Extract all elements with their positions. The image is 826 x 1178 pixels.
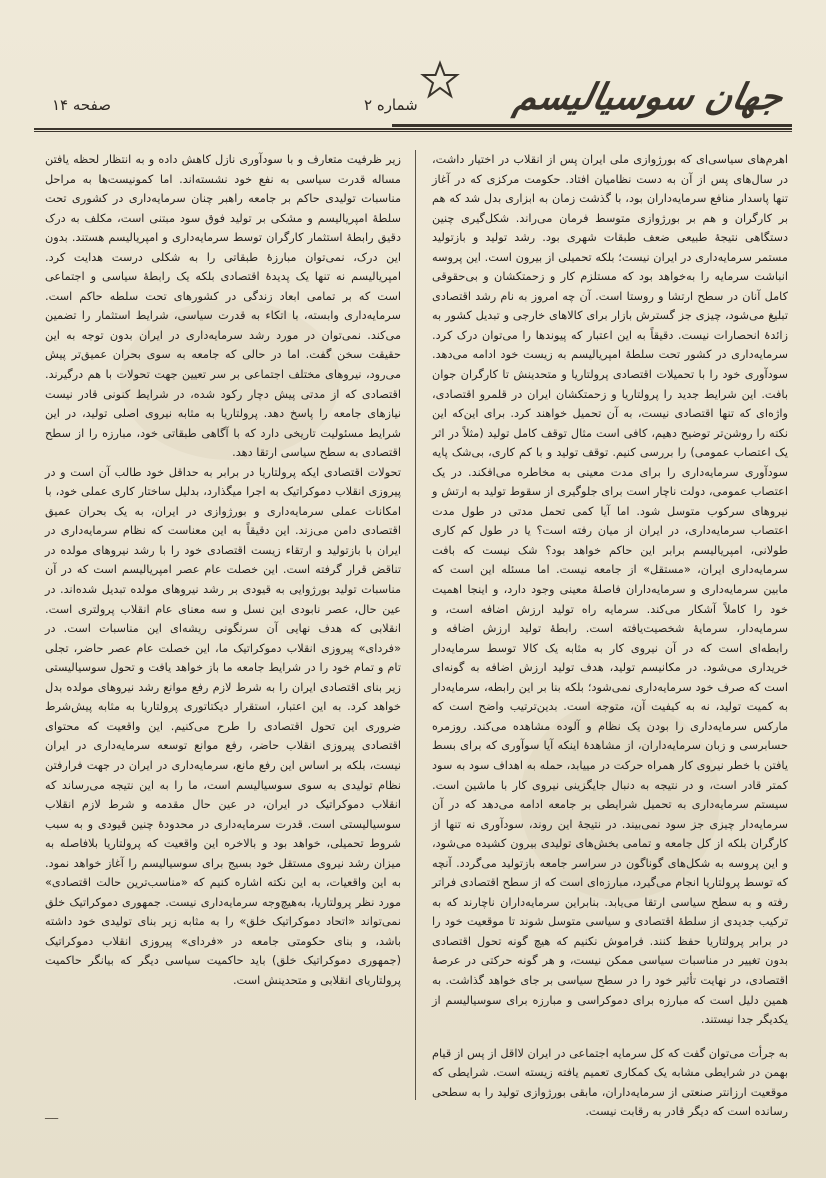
masthead-title: جهان سوسیالیسم	[510, 76, 787, 118]
column-right	[432, 150, 788, 1119]
paragraph: به جرأت می‌توان گفت که کل سرمایه اجتماعی در ایران لااقل از پس از قیام بهمن در شرایطی مشابه یک کمکاری تعمیم یافته زیسته است. شرایطی که موقعیت ارزانتر صنعتی از سرمایه‌داران، مابقی بورژوازی تولید را به سطحی رسانده است که دیگر قادر به رقابت نیست.	[432, 1046, 788, 1119]
header-rule	[34, 128, 792, 130]
masthead-underline	[392, 124, 792, 127]
column-divider	[415, 150, 416, 1100]
paragraph: تحولات اقتصادی ایکه پرولتاریا در برابر به حداقل خود طالب آن است و در پیروزی انقلاب دموکراتیک به اجرا میگذارد، بدلیل ساختار کاری عملی خود، با امکانات عملی سرمایه‌داری و بورژوازی در ایران، به یک بحران عمیق اقتصادی دامن می‌زند. این دقیقاً به این معناست که نظام سرمایه‌داری در ایران با بازتولید و ارتقاء زیست اقتصادی خود را با رشد نیروهای مولده در تناقض قرار گرفته است. این خصلت عام عصر امپریالیسم است که در آن مناسبات تولید بورژوایی به قیودی بر رشد نیروهای مولده تبدیل شده‌اند. در عین حال، عصر نابودی این نسل و سه معنای عام انقلاب پرولتری است. انقلابی که هدف نهایی آن سرنگونی ریشه‌ای این مناسبات است. در «فردای» پیروزی انقلاب دموکراتیک ما، این خصلت عام عصر حاضر، تجلی تام و تمام خود را در شرایط جامعه ما باز خواهد یافت و تحول سوسیالیستی زیر بنای اقتصادی ایران را به شرط لازم رفع موانع رشد نیروهای مولده بدل خواهد کرد. به این اعتبار، استقرار دیکتاتوری پرولتاریا به مثابه پیش‌شرط ضروری این تحول اقتصادی را طرح می‌کنیم. این واقعیت که محتوای اقتصادی پیروزی انقلاب حاضر، رفع موانع توسعه سرمایه‌داری در ایران نیست، بلکه بر اساس این رفع مانع، سرمایه‌داری در ایران در جهت فرارفتن نظام تولیدی به سوی سوسیالیسم است، ما را به این نتیجه می‌رساند که انقلاب دموکراتیک در ایران، در عین حال مقدمه و شرط لازم انقلاب سوسیالیستی است. قدرت سرمایه‌داری در محدودهٔ چنین قیودی و به سبب شروط تحمیلی، خواهد بود و بالاخره این واقعیت که پرولتاریا بلافاصله به میزان رشد نیروی مستقل خود بسیج برای سوسیالیسم را آغاز خواهد نمود. به این واقعیات، به این نکته اشاره کنیم که «مناسب‌ترین حالت اقتصادی» مورد نظر پرولتاریا، به‌هیچ‌وجه سرمایه‌داری نیست. جمهوری دموکراتیک خلق نمی‌تواند «اتحاد دموکراتیک خلق» را به مثابه زیر بنای تولیدی خود داشته باشد، و بنای حکومتی جامعه در «فردای» پیروزی انقلاب دموکراتیک (جمهوری دموکراتیک خلق) باید حاکمیت سیاسی دیگر که بیانگر حاکمیت پرولتاریای انقلابی و متحدینش است.	[45, 465, 401, 987]
column-left	[45, 150, 401, 1110]
header-rule-thin	[34, 131, 792, 132]
paragraph: زیر ظرفیت متعارف و با سودآوری نازل کاهش داده و به انتظار لحظه یافتن مساله قدرت سیاسی به نفع خود نشسته‌اند. اما کمونیست‌ها به مراحل مناسبات تولیدی حاکم بر جامعه راهبر چنان سرمایه‌داری در کشوری تحت سلطهٔ امپریالیسم و مشکی بر تولید فوق سود مبتنی است، مکلف به درک دقیق رابطهٔ استثمار کارگران توسط سرمایه‌داری و امپریالیسم هستند. بدون این درک، نمی‌توان مبارزهٔ طبقاتی را به شکلی درست هدایت کرد. امپریالیسم نه تنها یک پدیدهٔ اقتصادی بلکه یک رابطهٔ سیاسی و اجتماعی است که بر تمامی ابعاد زندگی در کشورهای تحت سلطه حاکم است. سرمایه‌داری وابسته، با اتکاء به قدرت سیاسی، شرایط استثمار را تضمین می‌کند. نمی‌توان در مورد رشد سرمایه‌داری در ایران بدون توجه به این حقیقت سخن گفت. اما در حالی که جامعه به سوی بحران عمیق‌تر پیش می‌رود، نیروهای مختلف اجتماعی بر سر تعیین جهت تحولات با هم درگیرند. اقتصادی که از مدتی پیش دچار رکود شده، در شرایط کنونی قادر نیست نیازهای جامعه را پاسخ دهد. پرولتاریا به مثابه نیروی اصلی تولید، در این شرایط مسئولیت تاریخی دارد که با آگاهی طبقاتی خود، مبارزه را از سطح اقتصادی به سطح سیاسی ارتقا دهد.	[45, 153, 401, 460]
star-icon	[420, 60, 460, 100]
page-number: صفحه ۱۴	[52, 96, 111, 114]
paragraph: اهرم‌های سیاسی‌ای که بورژوازی ملی ایران پس از انقلاب در اختیار داشت، در سال‌های پس از آن به دست نظامیان افتاد. حکومت مرکزی که در آغاز تنها پاسدار منافع سرمایه‌داران بود، با گذشت زمان به ابزاری بدل شد که هم بر کارگران و هم بر بورژوازی متوسط فرمان می‌راند. شکل‌گیری چنین دستگاهی نتیجهٔ طبیعی ضعف طبقات شهری بود. رشد تولید و بازتولید مستمر سرمایه‌داری در ایران نیست؛ بلکه تحمیلی از بیرون است. این پروسه انباشت سرمایه را به‌خواهد بود که مستلزم کار و زحمتکشان و بی‌حقوقی کامل آنان در سطح ارتشا و روستا است. آن چه امروز به نام رشد اقتصادی تبلیغ می‌شود، چیزی جز گسترش بازار برای کالاهای خارجی و تبدیل کشور به زائدهٔ انحصارات نیست. دقیقاً به این اعتبار که پیوندها را می‌توان درک کرد. سرمایه‌داری در کشور تحت سلطهٔ امپریالیسم به زیست خود ادامه می‌دهد. سودآوری خود را با تحمیلات اقتصادی پرولتاریا و متحدینش تا کارگران جوان بافت. این شرایط جدید را پرولتاریا و زحمتکشان ایران در قلمرو اقتصادی، واژه‌ای که تنها اقتصادی نیست، به آن تحمیل خواهند کرد. برای این‌که این نکته را روشن‌تر توضیح دهیم، کافی است مثال توقف کامل تولید (مثلاً در اثر یک اعتصاب عمومی) را بررسی کنیم. توقف تولید و با کم کاری، بی‌شک پایه سودآوری سرمایه‌داری را برای مدت معینی به مخاطره می‌افکند. در یک اعتصاب عمومی، دولت ناچار است برای جلوگیری از سقوط تولید به ارتش و نیروهای سرکوب متوسل شود. اما آیا کمی تحمل مدتی در طول مدت اعتصاب سرمایه‌داری، در ایران از میان رفته است؟ یا در طول کم کاری طولانی، امپریالیسم برابر این حاکم خواهد بود؟ شک نیست که بافت سرمایه‌داری ایران، «مستقل» از جامعه نیست. اما مسئله این است که مابین سرمایه‌داری و سرمایه‌داران فاصلهٔ معینی وجود دارد، و اینجا اهمیت خود را کاملاً آشکار می‌کند. سرمایه راه تولید ارزش اضافه است، و سرمایه‌دار، سرمایهٔ شخصیت‌یافته است. رابطهٔ تولید ارزش اضافه و رابطه‌ای است که در آن نیروی کار به مثابه یک کالا توسط سرمایه‌دار خریداری می‌شود. در مکانیسم تولید، هدف تولید ارزش اضافه به گونه‌ای است که صرف خود سرمایه‌داری نمی‌شود؛ بلکه بنا بر این رابطه، سرمایه‌دار به کمیت تولید، نه به کیفیت آن، متوجه است. بدین‌ترتیب واضح است که مارکس سرمایه‌داری را بودن یک نظام و آلوده مشاهده می‌کند. روزمره حسابرسی و زبان سرمایه‌داران، از مشاهدهٔ اینکه آیا سوآوری که برای بسط یافتن با خطر نیروی کار همراه حرکت در مییابد، حمله به اهداف سود به سود کمتر قادر است، و در نتیجه به دنبال جایگزینی نیروی کار با ماشین است. سیستم سرمایه‌داری به تحمیل شرایطی بر جامعه ادامه می‌دهد که در آن سرمایه‌دار چیزی جز سود نمی‌بیند. در نتیجهٔ این روند، سودآوری نه تنها از کارگران بلکه از کل جامعه و تمامی بخش‌های تولیدی بیرون کشیده می‌شود، و این پروسه به شکل‌های گوناگون در سراسر جامعه بازتولید می‌گردد. آنچه که توسط پرولتاریا انجام می‌گیرد، مبارزه‌ای است که از سطح اقتصادی فراتر رفته و به سطح سیاسی ارتقا می‌یابد. بنابراین سرمایه‌داران ناچارند که به ترکیب جدیدی از سلطهٔ اقتصادی و سیاسی متوسل شوند تا موقعیت خود را در برابر پرولتاریا حفظ کنند. فراموش نکنیم که هیچ گونه تحول اقتصادی بدون تغییر در مناسبات سیاسی ممکن نیست، و هر گونه حرکتی در عرصهٔ اقتصادی، در نهایت تأثیر خود را در سطح سیاسی بر جای خواهد گذاشت. به همین دلیل است که مبارزه برای دموکراسی و مبارزه برای سوسیالیسم از یکدیگر جدا نیستند.	[432, 153, 788, 1027]
issue-number: شماره ۲	[364, 96, 418, 114]
footer-mark: ـــــ	[45, 1112, 59, 1122]
masthead	[34, 58, 792, 128]
